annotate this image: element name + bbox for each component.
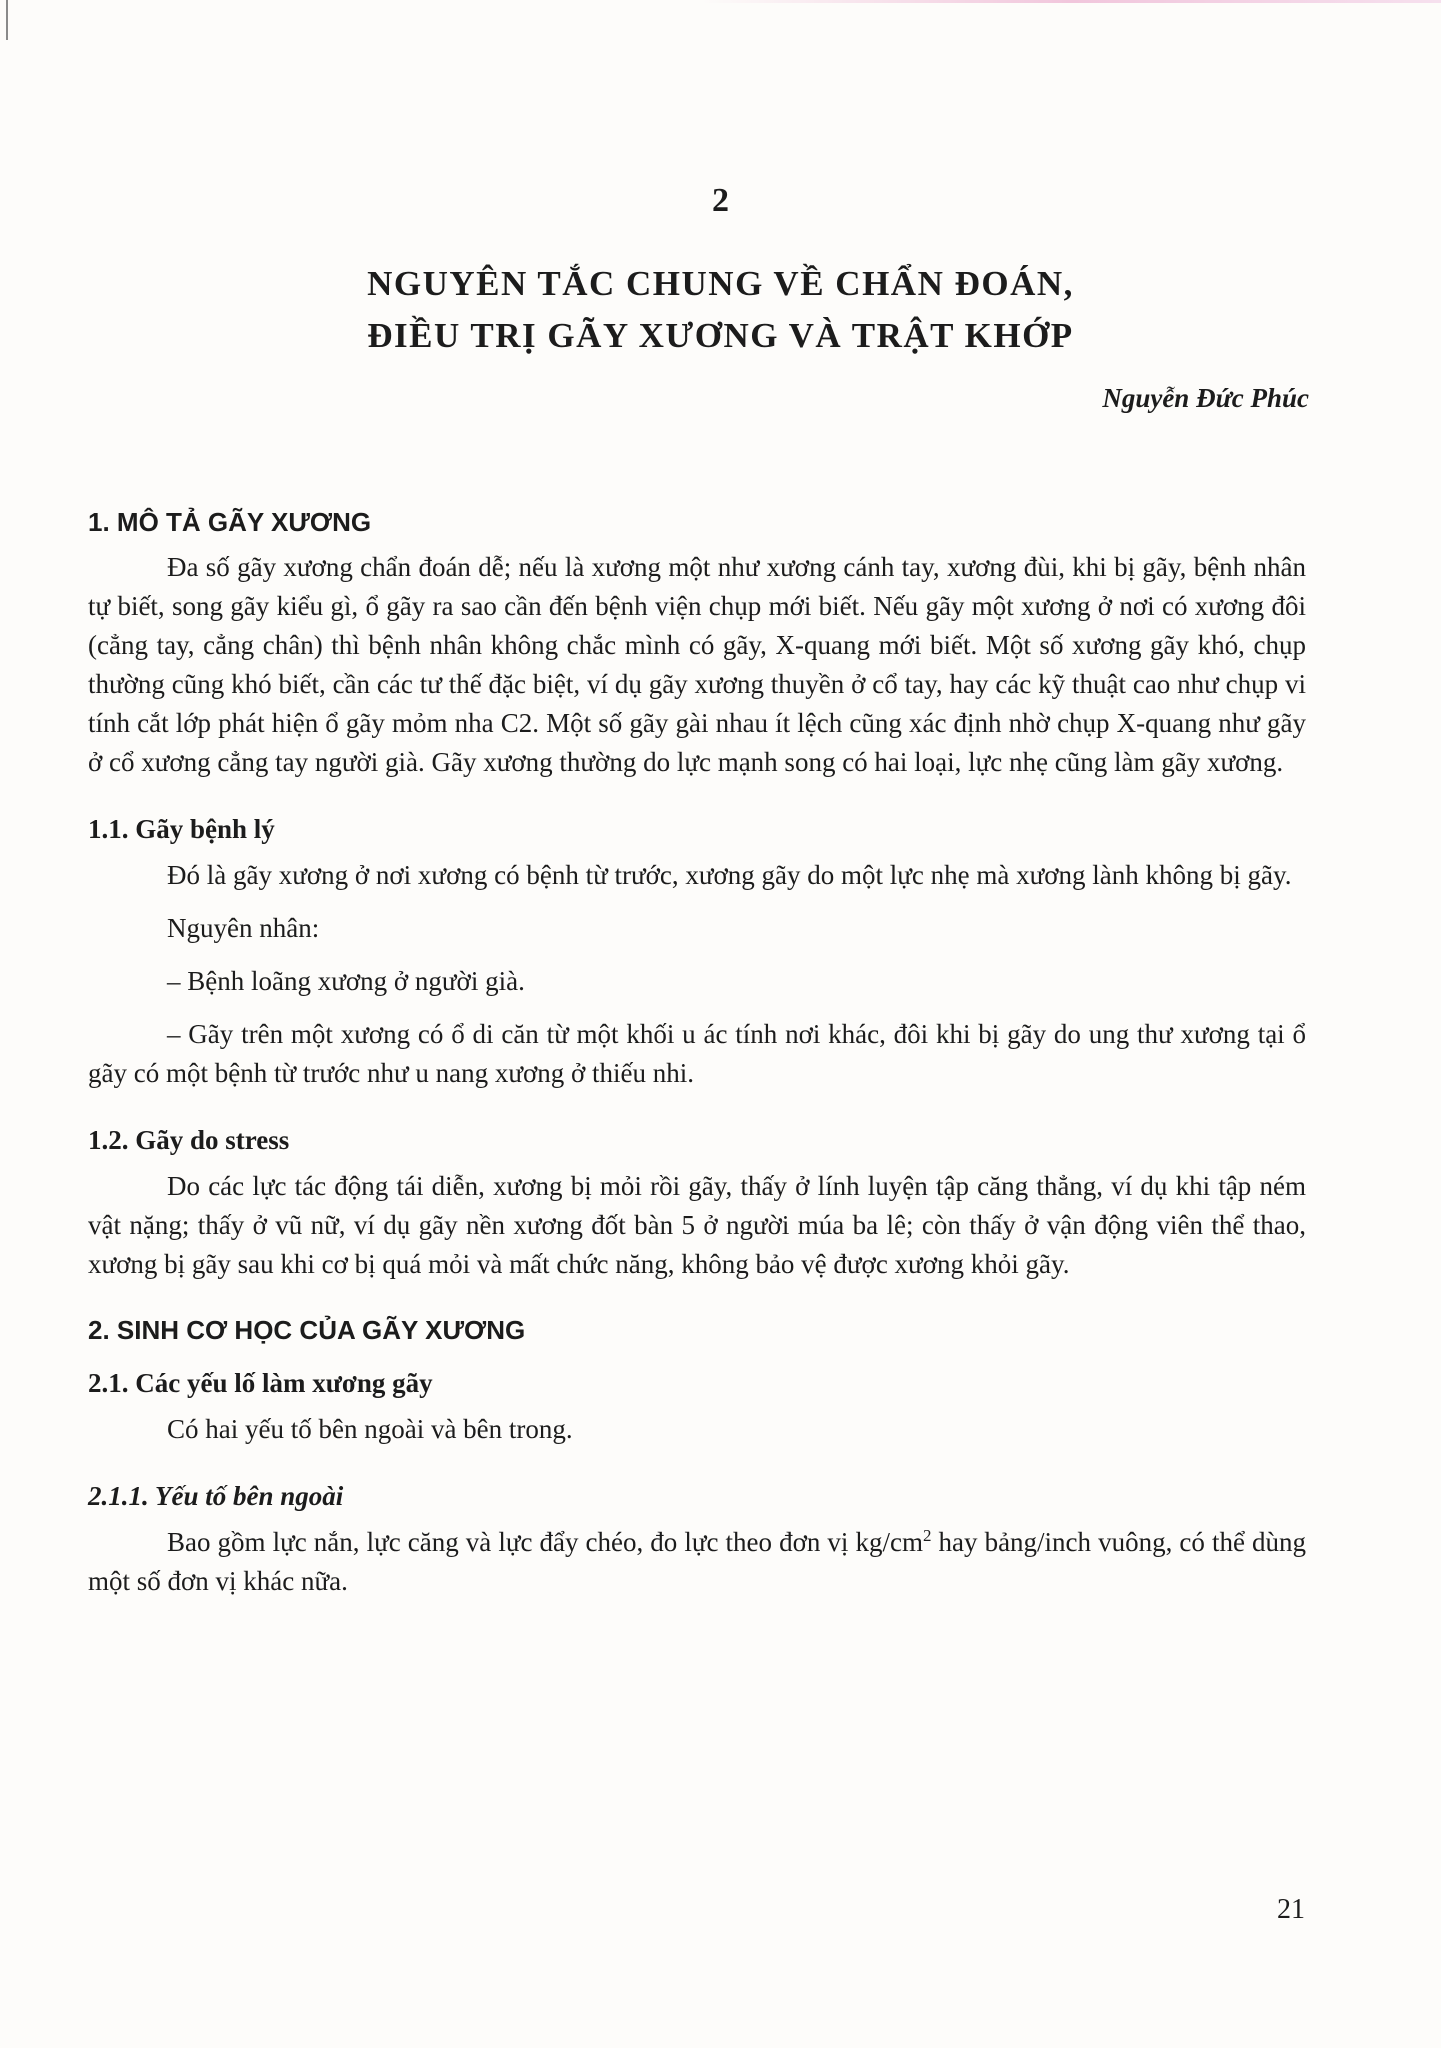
section-heading-2-1: 2.1. Các yếu lố làm xương gãy (88, 1368, 433, 1398)
section-1-2-paragraph: Do các lực tác động tái diễn, xương bị mỏi rồi gãy, thấy ở lính luyện tập căng thẳng, ví dụ khi tập ném vật nặng; thấy ở vũ nữ, ví dụ gãy nền xương đốt bàn 5 ở người múa ba lê; còn thấy ở vận động viên thể thao, xương bị gãy sau khi cơ bị quá mỏi và mất chức năng, không bảo vệ được xương khỏi gãy. (88, 1171, 1306, 1279)
section-heading-2-1-1: 2.1.1. Yếu tố bên ngoài (88, 1481, 344, 1511)
body-content (88, 496, 1306, 1601)
section-2-1-1-text-a: Bao gồm lực nắn, lực căng và lực đẩy chéo, đo lực theo đơn vị kg/cm (167, 1527, 923, 1557)
scan-edge-mark (6, 0, 8, 40)
section-1-1-cause-label: Nguyên nhân: (167, 913, 320, 943)
section-heading-1: 1. MÔ TẢ GÃY XƯƠNG (88, 507, 372, 537)
section-2-1-1-paragraph (88, 1523, 1306, 1601)
chapter-title (0, 258, 1441, 362)
superscript-2: 2 (922, 1526, 932, 1545)
chapter-title-line-1: NGUYÊN TẮC CHUNG VỀ CHẨN ĐOÁN, (367, 264, 1074, 303)
section-1-1-bullet-2: – Gãy trên một xương có ổ di căn từ một khối u ác tính nơi khác, đôi khi bị gãy do ung thư xương tại ổ gãy có một bệnh từ trước như u nang xương ở thiếu nhi. (88, 1019, 1306, 1088)
author-name: Nguyễn Đức Phúc (1102, 383, 1309, 413)
scan-top-tint (700, 0, 1441, 3)
page-number: 21 (1277, 1894, 1305, 1925)
section-1-1-bullet-1: – Bệnh loãng xương ở người già. (167, 966, 525, 996)
section-heading-2: 2. SINH CƠ HỌC CỦA GÃY XƯƠNG (88, 1315, 526, 1345)
chapter-number: 2 (712, 182, 729, 219)
chapter-title-line-2: ĐIỀU TRỊ GÃY XƯƠNG VÀ TRẬT KHỚP (367, 316, 1074, 355)
section-heading-1-1: 1.1. Gãy bệnh lý (88, 814, 275, 844)
section-2-1-paragraph: Có hai yếu tố bên ngoài và bên trong. (167, 1414, 573, 1444)
section-2-1-1-text-b: hay bảng/inch vuông, có thể dùng một số đơn vị khác nữa. (88, 1527, 1306, 1596)
section-1-paragraph: Đa số gãy xương chẩn đoán dễ; nếu là xương một như xương cánh tay, xương đùi, khi bị gãy, bệnh nhân tự biết, song gãy kiểu gì, ổ gãy ra sao cần đến bệnh viện chụp mới biết. Nếu gãy một xương ở nơi có xương đôi (cẳng tay, cẳng chân) thì bệnh nhân không chắc mình có gãy, X-quang mới biết. Một số xương gãy khó, chụp thường cũng khó biết, cần các tư thế đặc biệt, ví dụ gãy xương thuyền ở cổ tay, hay các kỹ thuật cao như chụp vi tính cắt lớp phát hiện ổ gãy mỏm nha C2. Một số gãy gài nhau ít lệch cũng xác định nhờ chụp X-quang như gãy ở cổ xương cẳng tay người già. Gãy xương thường do lực mạnh song có hai loại, lực nhẹ cũng làm gãy xương. (88, 552, 1306, 777)
section-heading-1-2: 1.2. Gãy do stress (88, 1125, 290, 1155)
section-1-1-paragraph: Đó là gãy xương ở nơi xương có bệnh từ trước, xương gãy do một lực nhẹ mà xương lành không bị gãy. (167, 860, 1292, 890)
